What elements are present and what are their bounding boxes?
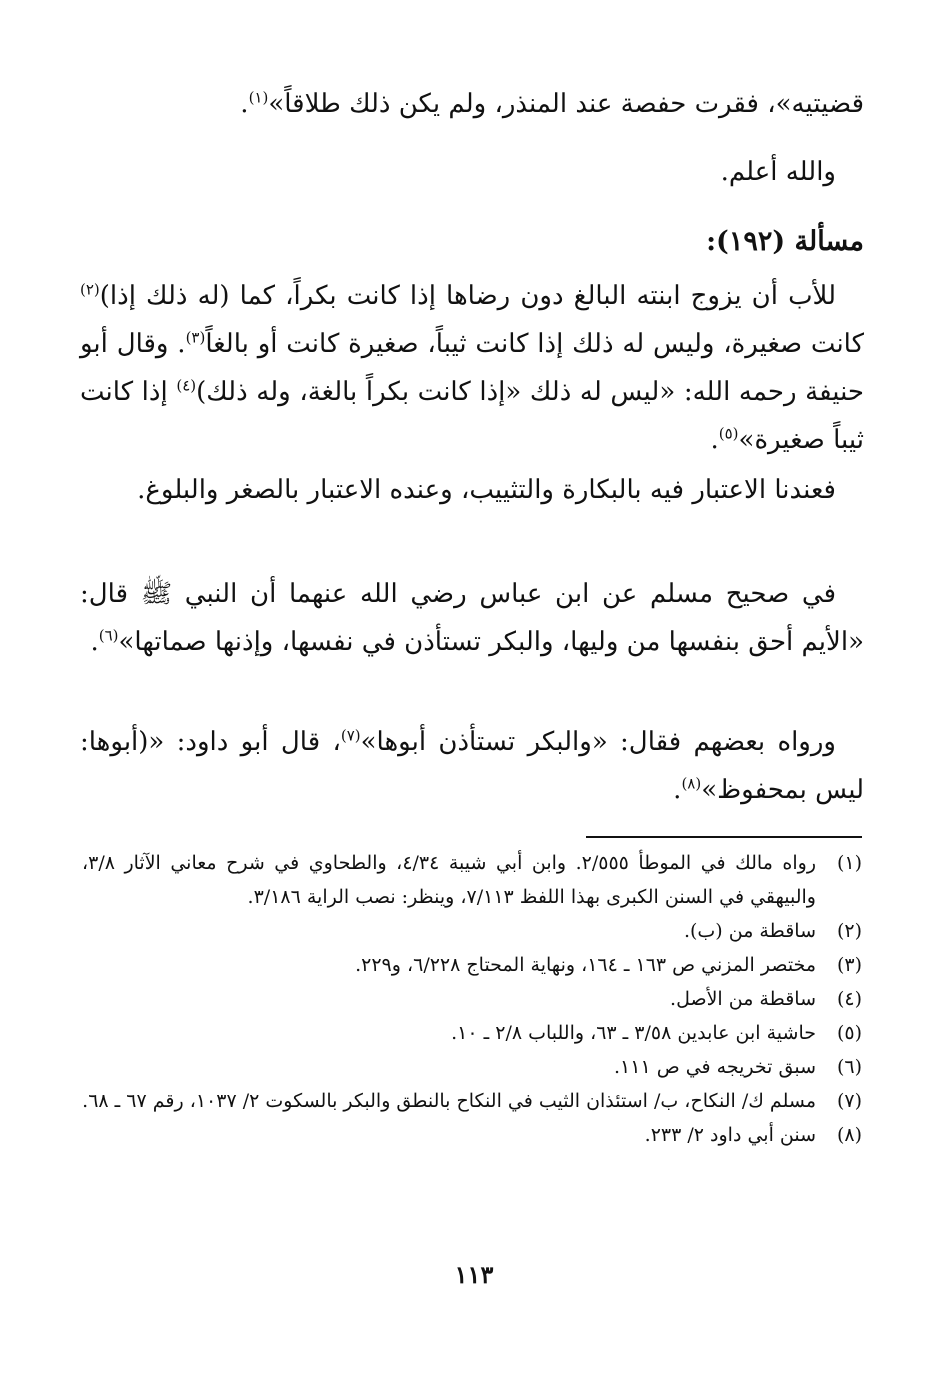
footnote-number: (٢) [836,920,862,942]
footnote-2 [82,914,862,948]
footnote-text: رواه مالك في الموطأ ٢/٥٥٥. وابن أبي شيبة ٤/٣٤، والطحاوي في شرح معاني الآثار ٣/٨، والبيهقي في السنن الكبرى بهذا اللفظ ٧/١١٣، وينظر: نصب الراية ٣/١٨٦. [82,852,817,908]
question-heading: مسألة (١٩٢): [706,226,864,257]
footnote-number: (٨) [836,1124,862,1146]
footnote-4 [82,982,862,1016]
footnote-ref-7[interactable]: (٧) [340,726,361,745]
footnote-text: مسلم ك/ النكاح، ب/ استئذان الثيب في النكاح بالنطق والبكر بالسكوت ٢/ ١٠٣٧، رقم ٦٧ ـ ٦٨. [82,1090,816,1112]
footnote-ref-1[interactable]: (١) [248,88,269,107]
footnote-ref-6[interactable]: (٦) [98,626,119,645]
footnote-text: سبق تخريجه في ص ١١١. [614,1056,816,1078]
paragraph-1: للأب أن يزوج ابنته البالغ دون رضاها إذا كانت بكراً، كما (له ذلك إذا)$^{(٢)}$ كانت صغيرة، وليس له ذلك إذا كانت ثيباً، صغيرة كانت أو بالغاً$^{(٣)}$. وقال أبو حنيفة رحمه الله: «ليس له ذلك «إذا كانت بكراً بالغة، وله ذلك)$^{(٤)}$ إذا كانت ثيباً صغيرة»$^{(٥)}$. [80,280,864,455]
footnote-5 [82,1016,862,1050]
footnote-3 [82,948,862,982]
top-paragraph: قضيتيه»، فقرت حفصة عند المنذر، ولم يكن ذلك طلاقاً»$^{(١)}$. [240,88,864,119]
footnote-number: (٦) [836,1056,862,1078]
footnote-text: ساقطة من (ب). [683,920,816,942]
footnote-7 [82,1084,862,1118]
footnote-text: ساقطة من الأصل. [670,988,816,1010]
footnote-ref-5[interactable]: (٥) [718,424,739,443]
footnote-number: (١) [836,852,862,874]
footnotes-list [82,846,862,1152]
paragraph-2: فعندنا الاعتبار فيه بالبكارة والتثييب، وعنده الاعتبار بالصغر والبلوغ. [137,475,836,505]
footnote-ref-8[interactable]: (٨) [681,774,702,793]
paragraph-4: ورواه بعضهم فقال: «والبكر تستأذن أبوها»$^{(٧)}$، قال أبو داود: «(أبوها: ليس بمحفوظ»$^{(٨)}$. [80,726,864,805]
footnote-number: (٤) [836,988,862,1010]
page-number: ١١٣ [454,1260,494,1289]
footnote-text: مختصر المزني ص ١٦٣ ـ ١٦٤، ونهاية المحتاج ٦/٢٢٨، و٢٢٩. [355,954,816,976]
footnote-number: (٣) [836,954,862,976]
footnote-divider [586,836,862,838]
closing-line: والله أعلم. [720,157,836,187]
footnote-text: حاشية ابن عابدين ٣/٥٨ ـ ٦٣، واللباب ٢/٨ ـ ١٠. [451,1022,816,1044]
footnote-8 [82,1118,862,1152]
footnote-number: (٥) [836,1022,862,1044]
footnote-ref-2[interactable]: (٢) [80,280,100,299]
paragraph-3: في صحيح مسلم عن ابن عباس رضي الله عنهما أن النبي ﷺ قال: «الأيم أحق بنفسها من وليها، والبكر تستأذن في نفسها، وإذنها صماتها»$^{(٦)}$. [80,579,864,657]
footnote-ref-3[interactable]: (٣) [185,328,206,347]
footnote-ref-4[interactable]: (٤) [176,376,197,395]
footnote-number: (٧) [836,1090,862,1112]
footnote-6 [82,1050,862,1084]
footnote-1 [82,846,862,914]
footnote-text: سنن أبي داود ٢/ ٢٣٣. [644,1124,816,1146]
